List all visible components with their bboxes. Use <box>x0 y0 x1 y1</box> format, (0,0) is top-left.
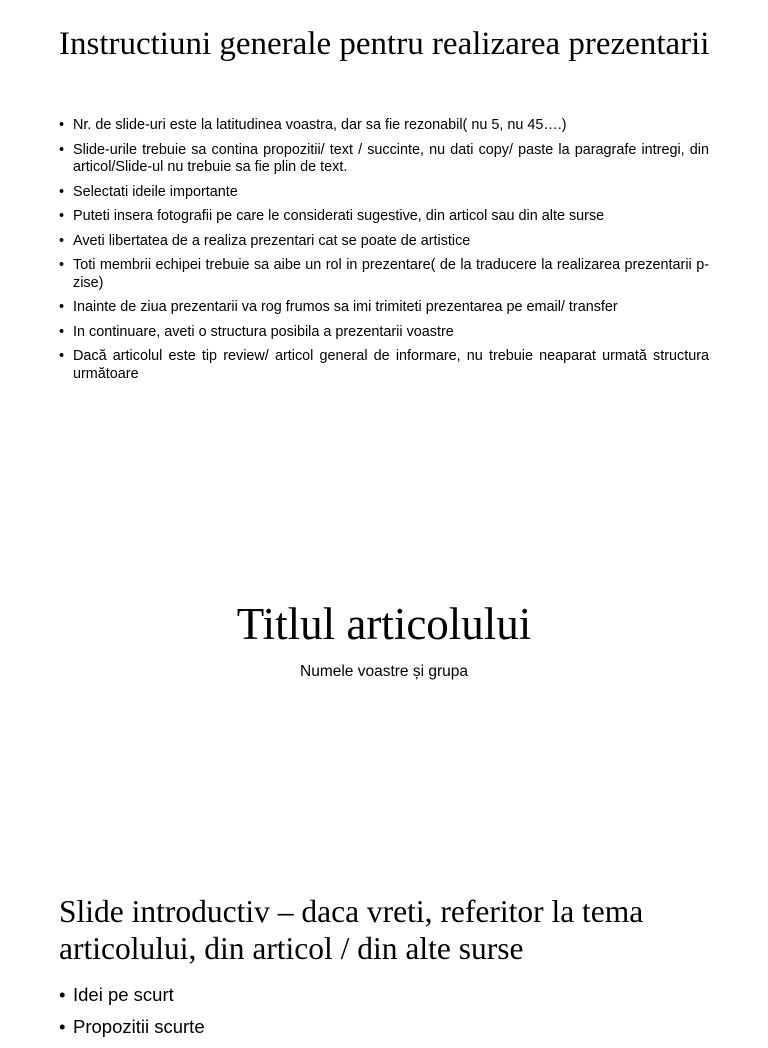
slide-introductory <box>0 885 768 1037</box>
article-title: Titlul articolului <box>236 599 532 649</box>
list-item <box>59 299 709 317</box>
bullet-icon: • <box>59 208 65 224</box>
list-item <box>59 1016 709 1038</box>
list-item <box>59 142 709 177</box>
list-item-text: Toti membrii echipei trebuie sa aibe un rol in prezentare( de la traducere la realizarea prezentarii p-zise) <box>73 257 709 291</box>
list-item-text: Idei pe scurt <box>73 984 174 1005</box>
bullet-icon: • <box>59 141 65 158</box>
list-item <box>59 984 709 1006</box>
bullet-icon: • <box>59 323 65 340</box>
list-item <box>59 324 709 342</box>
list-item-text: Propozitii scurte <box>73 1016 205 1037</box>
slide-title: Instructiuni generale pentru realizarea prezentarii <box>59 26 710 62</box>
list-item <box>59 117 709 135</box>
list-item-text: Inainte de ziua prezentarii va rog frumos sa imi trimiteti prezentarea pe email/ transfer <box>73 299 618 315</box>
list-item <box>59 208 709 226</box>
bullet-icon: • <box>59 1016 66 1037</box>
list-item-text: Puteti insera fotografii pe care le considerati sugestive, din articol sau din alte surse <box>73 208 605 224</box>
bullet-icon: • <box>59 232 65 249</box>
list-item-text: Dacă articolul este tip review/ articol general de informare, nu trebuie neaparat urmată structura următoare <box>73 348 709 382</box>
slide-instructions <box>0 0 768 405</box>
list-item-text: Selectati ideile importante <box>73 183 238 200</box>
list-item-text: In continuare, aveti o structura posibila a prezentarii voastre <box>73 323 454 340</box>
list-item <box>59 257 709 292</box>
bullet-icon: • <box>59 299 65 315</box>
list-item <box>59 184 709 202</box>
slide-title: Slide introductiv – daca vreti, referitor la tema articolului, din articol / din alte surse <box>59 894 644 966</box>
list-item <box>59 348 709 383</box>
slide-title-page <box>0 560 768 710</box>
bullet-icon: • <box>59 183 65 200</box>
bullet-icon: • <box>59 984 66 1005</box>
bullet-list <box>59 984 709 1048</box>
authors-subtitle: Numele voastre și grupa <box>300 663 468 680</box>
bullet-icon: • <box>59 348 65 364</box>
list-item <box>59 233 709 251</box>
list-item-text: Nr. de slide-uri este la latitudinea voastra, dar sa fie rezonabil( nu 5, nu 45….) <box>73 117 567 133</box>
bullet-icon: • <box>59 257 65 273</box>
bullet-icon: • <box>59 117 65 133</box>
list-item-text: Aveti libertatea de a realiza prezentari cat se poate de artistice <box>73 232 471 249</box>
bullet-list <box>59 117 709 390</box>
list-item-text: Slide-urile trebuie sa contina propozitii/ text / succinte, nu dati copy/ paste la paragrafe intregi, din articol/Slide-ul nu trebuie sa fie plin de text. <box>73 141 709 175</box>
